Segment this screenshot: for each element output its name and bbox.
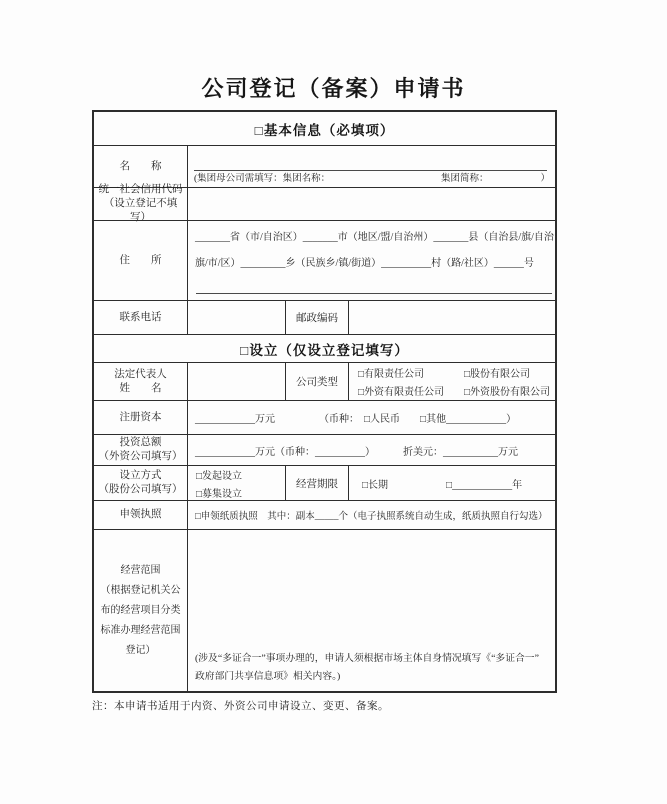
row-establishment-method (94, 465, 555, 500)
phone-field-cell (188, 301, 286, 334)
row-name (94, 145, 555, 187)
company-type-options-line2 (358, 383, 555, 398)
uscc-label-line1: 统一社会信用代码 (98, 184, 183, 195)
option-establish-by-subscription: □募集设立 (196, 488, 243, 500)
uscc-field-cell (188, 188, 555, 220)
legal-rep-label-line2: 姓 名 (119, 382, 162, 394)
phone-label: 联系电话 (94, 301, 188, 334)
group-short-name-label: 集团简称： (440, 174, 489, 184)
multi-certificate-note-line1: (涉及“多证合一”事项办理的，申请人须根据市场主体自身情况填写《“多证合一” (195, 653, 539, 664)
uscc-label (94, 184, 188, 223)
establishment-method-label-line2: （股份公司填写） (98, 484, 183, 495)
license-label: 申领执照 (94, 501, 188, 529)
company-type-label: 公司类型 (286, 363, 349, 400)
company-type-options (349, 363, 555, 400)
applicability-note: 注：本申请书适用于内资、外资公司申请设立、变更、备案。 (92, 701, 389, 712)
row-registered-capital (94, 400, 555, 434)
address-fill-line (196, 293, 552, 294)
group-name-note (194, 170, 550, 184)
business-scope-field-cell (188, 530, 555, 691)
name-label: 名 称 (94, 146, 188, 187)
establishment-method-label-line1: 设立方式 (119, 470, 162, 481)
business-scope-label-line1: 经营范围 (120, 564, 161, 576)
business-scope-label-line3: 布的经营项目分类 (100, 604, 181, 616)
postal-code-field-cell (349, 301, 555, 334)
business-term-options (349, 466, 555, 500)
row-unified-social-credit-code (94, 184, 555, 223)
registered-capital-amount-blank: ____________万元 (195, 414, 275, 425)
name-field-cell (188, 146, 555, 187)
legal-rep-label-line1: 法定代表人 (114, 368, 167, 380)
multi-certificate-note-line2: 政府部门共享信息项》相关内容。) (195, 671, 341, 682)
uscc-label-line2: （设立登记不填写） (103, 198, 178, 223)
total-investment-amount-blank: ____________万元（币种：__________） (195, 446, 375, 458)
total-investment-label-line2: （外资公司填写） (98, 451, 183, 462)
address-line2: 旗/市/区）_________乡（民族乡/镇/街道）__________村（路/社区）______号 (195, 258, 534, 269)
registered-capital-field-cell (188, 401, 555, 434)
establishment-method-options (188, 466, 286, 500)
multi-certificate-note (195, 650, 550, 686)
registered-capital-currency-options: （币种： □人民币 □其他____________） (319, 414, 517, 425)
company-type-options-line1 (358, 365, 555, 380)
row-address (94, 220, 555, 300)
total-investment-label-line1: 投资总额 (119, 437, 162, 448)
registration-form-table (92, 110, 557, 693)
license-field-cell (188, 501, 555, 529)
row-contact (94, 300, 555, 334)
section-header-establishment: □设立（仅设立登记填写） (94, 334, 555, 362)
option-foreign-limited-liability-company: □外资有限责任公司 (358, 387, 445, 398)
form-title: 公司登记（备案）申请书 (201, 76, 466, 101)
row-legal-representative (94, 362, 555, 400)
row-total-investment (94, 434, 555, 465)
business-scope-label-line2: （根据登记机关公 (100, 584, 181, 596)
option-term-long: □长期 (362, 479, 389, 491)
address-label: 住 所 (94, 221, 188, 300)
group-note-prefix: (集团母公司需填写：集团名称： (194, 174, 331, 184)
option-establish-by-promotion: □发起设立 (196, 470, 243, 482)
business-scope-label (94, 530, 188, 691)
license-option-text: □申领纸质执照 其中：副本_____个（电子执照系统自动生成，纸质执照自行勾选） (195, 512, 548, 522)
option-joint-stock-company: □股份有限公司 (464, 369, 531, 380)
option-term-years-blank: □____________年 (446, 479, 523, 491)
total-investment-label (94, 435, 188, 465)
total-investment-usd-blank: 折美元：___________万元 (403, 446, 518, 458)
group-note-close-paren: ） (540, 174, 550, 184)
business-term-label: 经营期限 (286, 466, 349, 500)
registered-capital-label: 注册资本 (94, 401, 188, 434)
section-header-basic-info: □基本信息（必填项） (254, 122, 395, 138)
establishment-method-label (94, 466, 188, 500)
row-license-application (94, 500, 555, 529)
address-field-cell (188, 221, 562, 300)
row-business-scope (94, 529, 555, 691)
legal-rep-field-cell (188, 363, 286, 400)
option-foreign-joint-stock-company: □外资股份有限公司 (464, 387, 551, 398)
option-limited-liability-company: □有限责任公司 (358, 369, 425, 380)
legal-rep-label (94, 363, 188, 400)
postal-code-label: 邮政编码 (286, 301, 349, 334)
address-line1: _______省（市/自治区）_______市（地区/盟/自治州）_______县（自治县/旗/自治 (195, 232, 554, 243)
business-scope-label-line4: 标准办理经营范围 (100, 624, 181, 636)
business-scope-label-line5: 登记） (125, 644, 156, 656)
total-investment-field-cell (188, 435, 555, 465)
